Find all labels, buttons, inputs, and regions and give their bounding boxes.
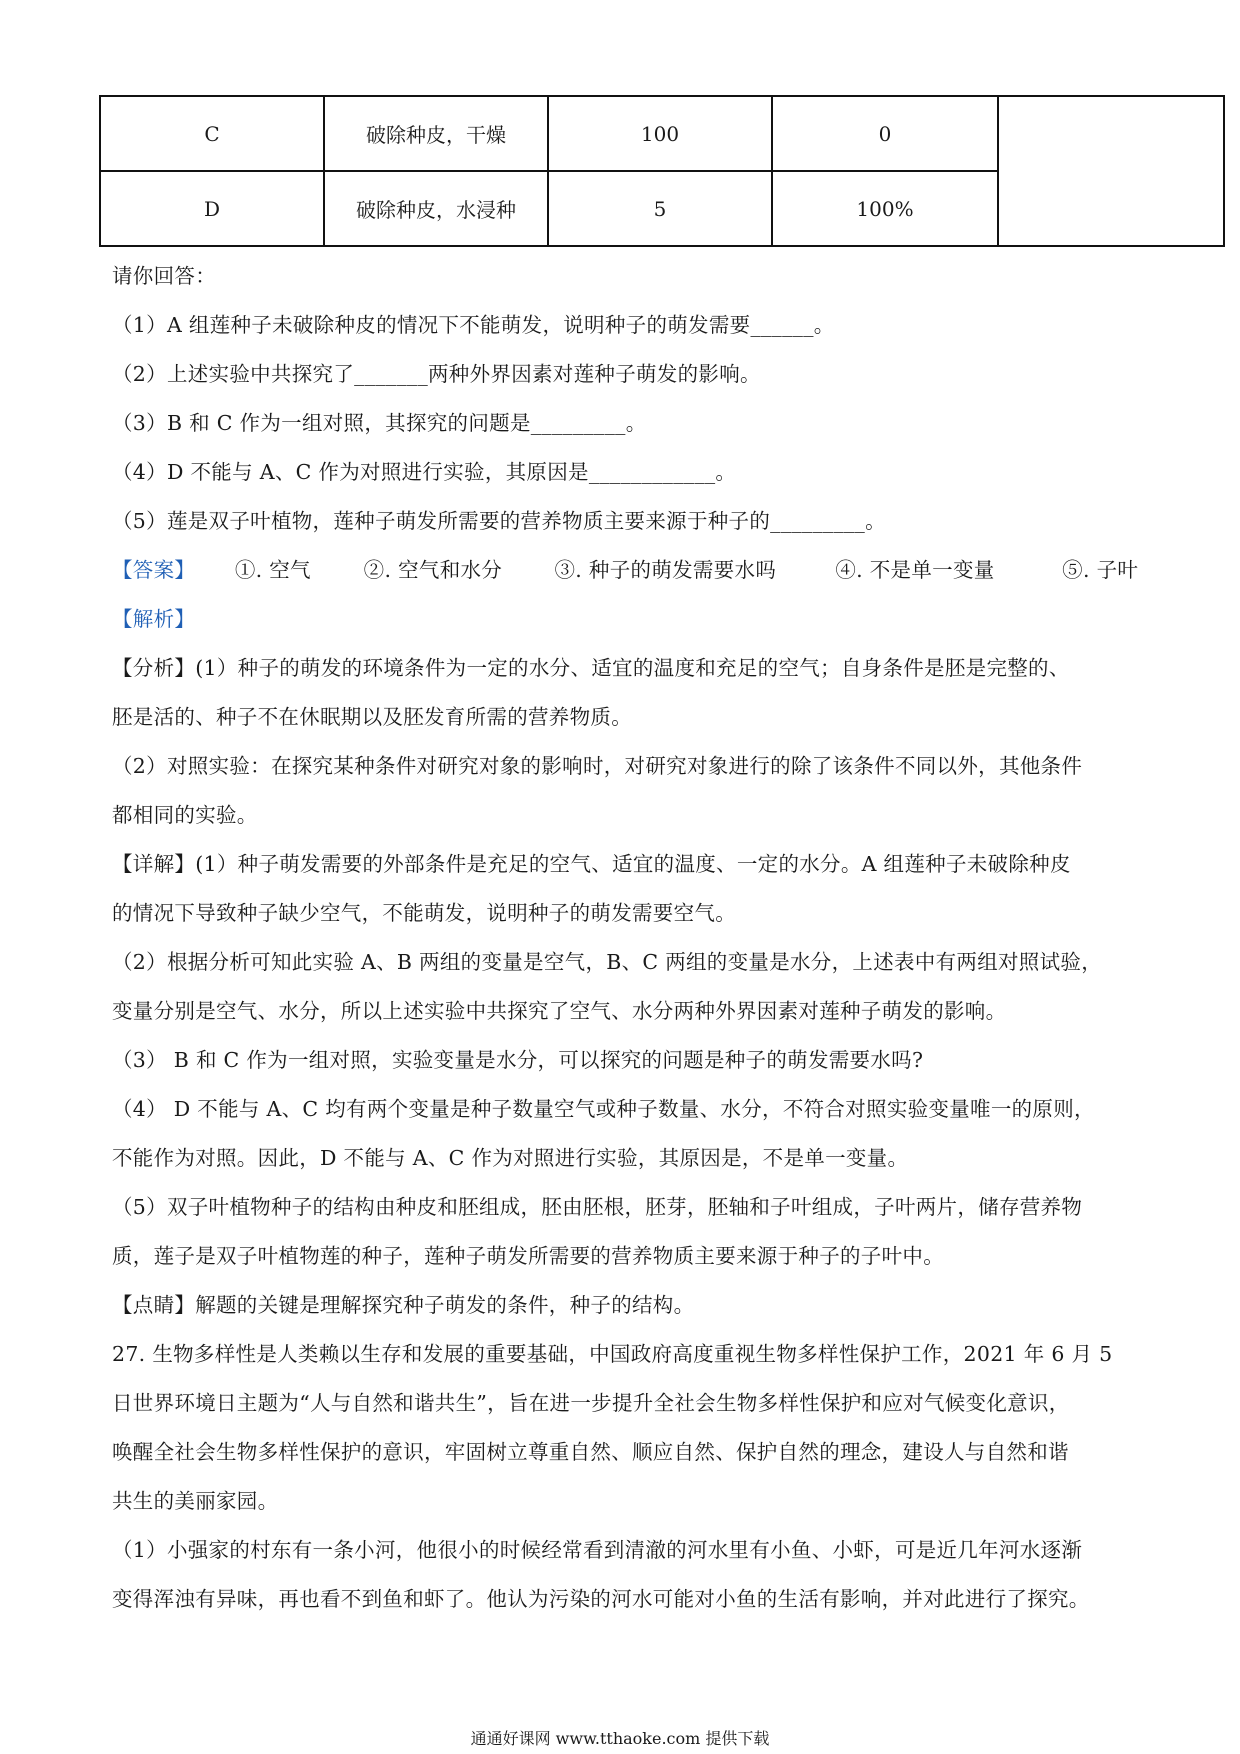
body-line: 胚是活的、种子不在休眠期以及胚发育所需的营养物质。 xyxy=(112,705,632,729)
body-line: （2）根据分析可知此实验 A、B 两组的变量是空气，B、C 两组的变量是水分，上述表中有两组对照试验， xyxy=(112,950,1103,974)
cell-treatment: 破除种皮，水浸种 xyxy=(324,171,548,246)
body-line: 【分析】(1）种子的萌发的环境条件为一定的水分、适宜的温度和充足的空气；自身条件是胚是完整的、 xyxy=(112,656,1070,680)
body-line: 的情况下导致种子缺少空气，不能萌发，说明种子的萌发需要空气。 xyxy=(112,901,736,925)
body-line: （3） B 和 C 作为一组对照，实验变量是水分，可以探究的问题是种子的萌发需要水吗? xyxy=(112,1048,924,1072)
body-line: 【详解】(1）种子萌发需要的外部条件是充足的空气、适宜的温度、一定的水分。A 组莲种子未破除种皮 xyxy=(112,852,1071,876)
body-line: 不能作为对照。因此，D 不能与 A、C 作为对照进行实验，其原因是，不是单一变量。 xyxy=(112,1146,909,1170)
body-line: 唤醒全社会生物多样性保护的意识，牢固树立尊重自然、顺应自然、保护自然的理念，建设人与自然和谐 xyxy=(112,1440,1069,1464)
question-line: （3）B 和 C 作为一组对照，其探究的问题是_________。 xyxy=(112,411,647,435)
cell-germination-rate: 100% xyxy=(772,171,998,246)
body-line: 共生的美丽家园。 xyxy=(112,1489,279,1513)
answer-line xyxy=(112,546,1139,595)
body-line: （2）对照实验：在探究某种条件对研究对象的影响时，对研究对象进行的除了该条件不同以外，其他条件 xyxy=(112,754,1083,778)
content-body xyxy=(112,252,1139,1624)
question-line: （5）莲是双子叶植物，莲种子萌发所需要的营养物质主要来源于种子的_________。 xyxy=(112,509,886,533)
page-footer: 通通好课网 www.tthaoke.com 提供下载 xyxy=(470,1729,770,1748)
cell-germination-rate: 0 xyxy=(772,96,998,171)
cell-seed-count: 100 xyxy=(548,96,772,171)
answer-item: ②. 空气和水分 xyxy=(363,558,503,582)
answer-item: ③. 种子的萌发需要水吗 xyxy=(554,558,777,582)
answer-item: ①. 空气 xyxy=(234,558,311,582)
question-line: （4）D 不能与 A、C 作为对照进行实验，其原因是____________。 xyxy=(112,460,737,484)
table-row xyxy=(100,96,1224,171)
answer-label: 【答案】 xyxy=(112,558,196,582)
body-line: 变得浑浊有异味，再也看不到鱼和虾了。他认为污染的河水可能对小鱼的生活有影响，并对此进行了探究。 xyxy=(112,1587,1090,1611)
cell-empty xyxy=(998,96,1224,246)
body-line: 变量分别是空气、水分，所以上述实验中共探究了空气、水分两种外界因素对莲种子萌发的影响。 xyxy=(112,999,1007,1023)
question-line: （1）A 组莲种子未破除种皮的情况下不能萌发，说明种子的萌发需要______。 xyxy=(112,313,835,337)
cell-group: C xyxy=(100,96,324,171)
body-line: 质，莲子是双子叶植物莲的种子，莲种子萌发所需要的营养物质主要来源于种子的子叶中。 xyxy=(112,1244,944,1268)
experiment-table xyxy=(99,95,1225,247)
body-line: 都相同的实验。 xyxy=(112,803,258,827)
answer-item: ④. 不是单一变量 xyxy=(835,558,995,582)
prompt-line: 请你回答： xyxy=(112,264,216,288)
body-line: 日世界环境日主题为“人与自然和谐共生”，旨在进一步提升全社会生物多样性保护和应对气候变化意识， xyxy=(112,1391,1070,1415)
body-line: （1）小强家的村东有一条小河，他很小的时候经常看到清澈的河水里有小鱼、小虾，可是近几年河水逐渐 xyxy=(112,1538,1083,1562)
analysis-label: 【解析】 xyxy=(112,607,196,631)
cell-group: D xyxy=(100,171,324,246)
body-line: 27. 生物多样性是人类赖以生存和发展的重要基础，中国政府高度重视生物多样性保护工作，2021 年 6 月 5 xyxy=(112,1342,1113,1366)
body-line: （4） D 不能与 A、C 均有两个变量是种子数量空气或种子数量、水分，不符合对照实验变量唯一的原则， xyxy=(112,1097,1095,1121)
cell-treatment: 破除种皮，干燥 xyxy=(324,96,548,171)
question-line: （2）上述实验中共探究了_______两种外界因素对莲种子萌发的影响。 xyxy=(112,362,761,386)
body-line: 【点睛】解题的关键是理解探究种子萌发的条件，种子的结构。 xyxy=(112,1293,695,1317)
body-line: （5）双子叶植物种子的结构由种皮和胚组成，胚由胚根，胚芽，胚轴和子叶组成，子叶两片，储存营养物 xyxy=(112,1195,1083,1219)
cell-seed-count: 5 xyxy=(548,171,772,246)
answer-item: ⑤. 子叶 xyxy=(1062,558,1139,582)
